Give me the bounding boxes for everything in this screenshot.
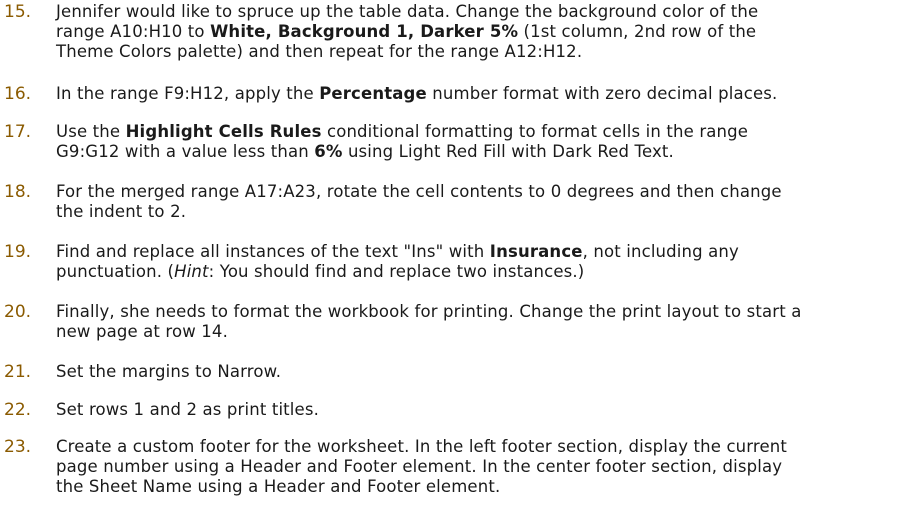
text-segment: For the merged range A17:A23, rotate the cell contents to 0 degrees and then change [56,182,782,201]
text-segment: Finally, she needs to format the workbook for printing. Change the print layout to start a [56,302,802,321]
step-number: 17. [4,122,32,142]
text-line [56,182,906,202]
step-number: 21. [4,362,32,382]
text-line [56,457,906,477]
text-segment: Theme Colors palette) and then repeat for the range A12:H12. [56,42,583,61]
bold-term: Percentage [319,84,427,103]
step-text [56,400,906,420]
italic-term: Hint [174,262,209,281]
bold-term: 6% [314,142,343,161]
text-line [56,400,906,420]
text-line [56,84,906,104]
text-segment: In the range F9:H12, apply the [56,84,320,103]
text-segment: Set the margins to Narrow. [56,362,282,381]
step-text [56,302,906,342]
text-line [56,2,906,22]
text-segment: Jennifer would like to spruce up the table data. Change the background color of the [56,2,759,21]
text-segment: : You should find and replace two instances.) [208,262,585,281]
bold-term: White, Background 1, Darker 5% [210,22,519,41]
text-line [56,362,906,382]
step-text [56,122,906,162]
text-segment: page number using a Header and Footer element. In the center footer section, display [56,457,783,476]
text-line [56,42,906,62]
text-line [56,22,906,42]
step-number: 19. [4,242,32,262]
bold-term: Insurance [489,242,583,261]
text-segment: new page at row 14. [56,322,228,341]
step-number: 22. [4,400,32,420]
text-line [56,322,906,342]
text-line [56,262,906,282]
text-segment: range A10:H10 to [56,22,211,41]
text-segment: G9:G12 with a value less than [56,142,315,161]
text-segment: Set rows 1 and 2 as print titles. [56,400,319,419]
text-segment: punctuation. ( [56,262,175,281]
step-number: 23. [4,437,32,457]
text-segment: Create a custom footer for the worksheet. In the left footer section, display the current [56,437,788,456]
text-segment: using Light Red Fill with Dark Red Text. [342,142,674,161]
text-line [56,477,906,497]
text-line [56,302,906,322]
text-segment: conditional formatting to format cells in the range [321,122,749,141]
text-segment: Use the [56,122,126,141]
text-line [56,202,906,222]
text-line [56,437,906,457]
step-number: 20. [4,302,32,322]
text-line [56,122,906,142]
text-segment: Find and replace all instances of the text "Ins" with [56,242,490,261]
step-text [56,84,906,104]
step-number: 16. [4,84,32,104]
step-text [56,362,906,382]
step-number: 18. [4,182,32,202]
text-segment: the Sheet Name using a Header and Footer element. [56,477,501,496]
step-text [56,182,906,222]
step-number: 15. [4,2,32,22]
step-text [56,2,906,62]
text-segment: (1st column, 2nd row of the [518,22,757,41]
text-segment: the indent to 2. [56,202,187,221]
text-segment: , not including any [582,242,739,261]
step-text [56,437,906,497]
bold-term: Highlight Cells Rules [125,122,322,141]
text-line [56,242,906,262]
step-text [56,242,906,282]
text-line [56,142,906,162]
text-segment: number format with zero decimal places. [426,84,778,103]
